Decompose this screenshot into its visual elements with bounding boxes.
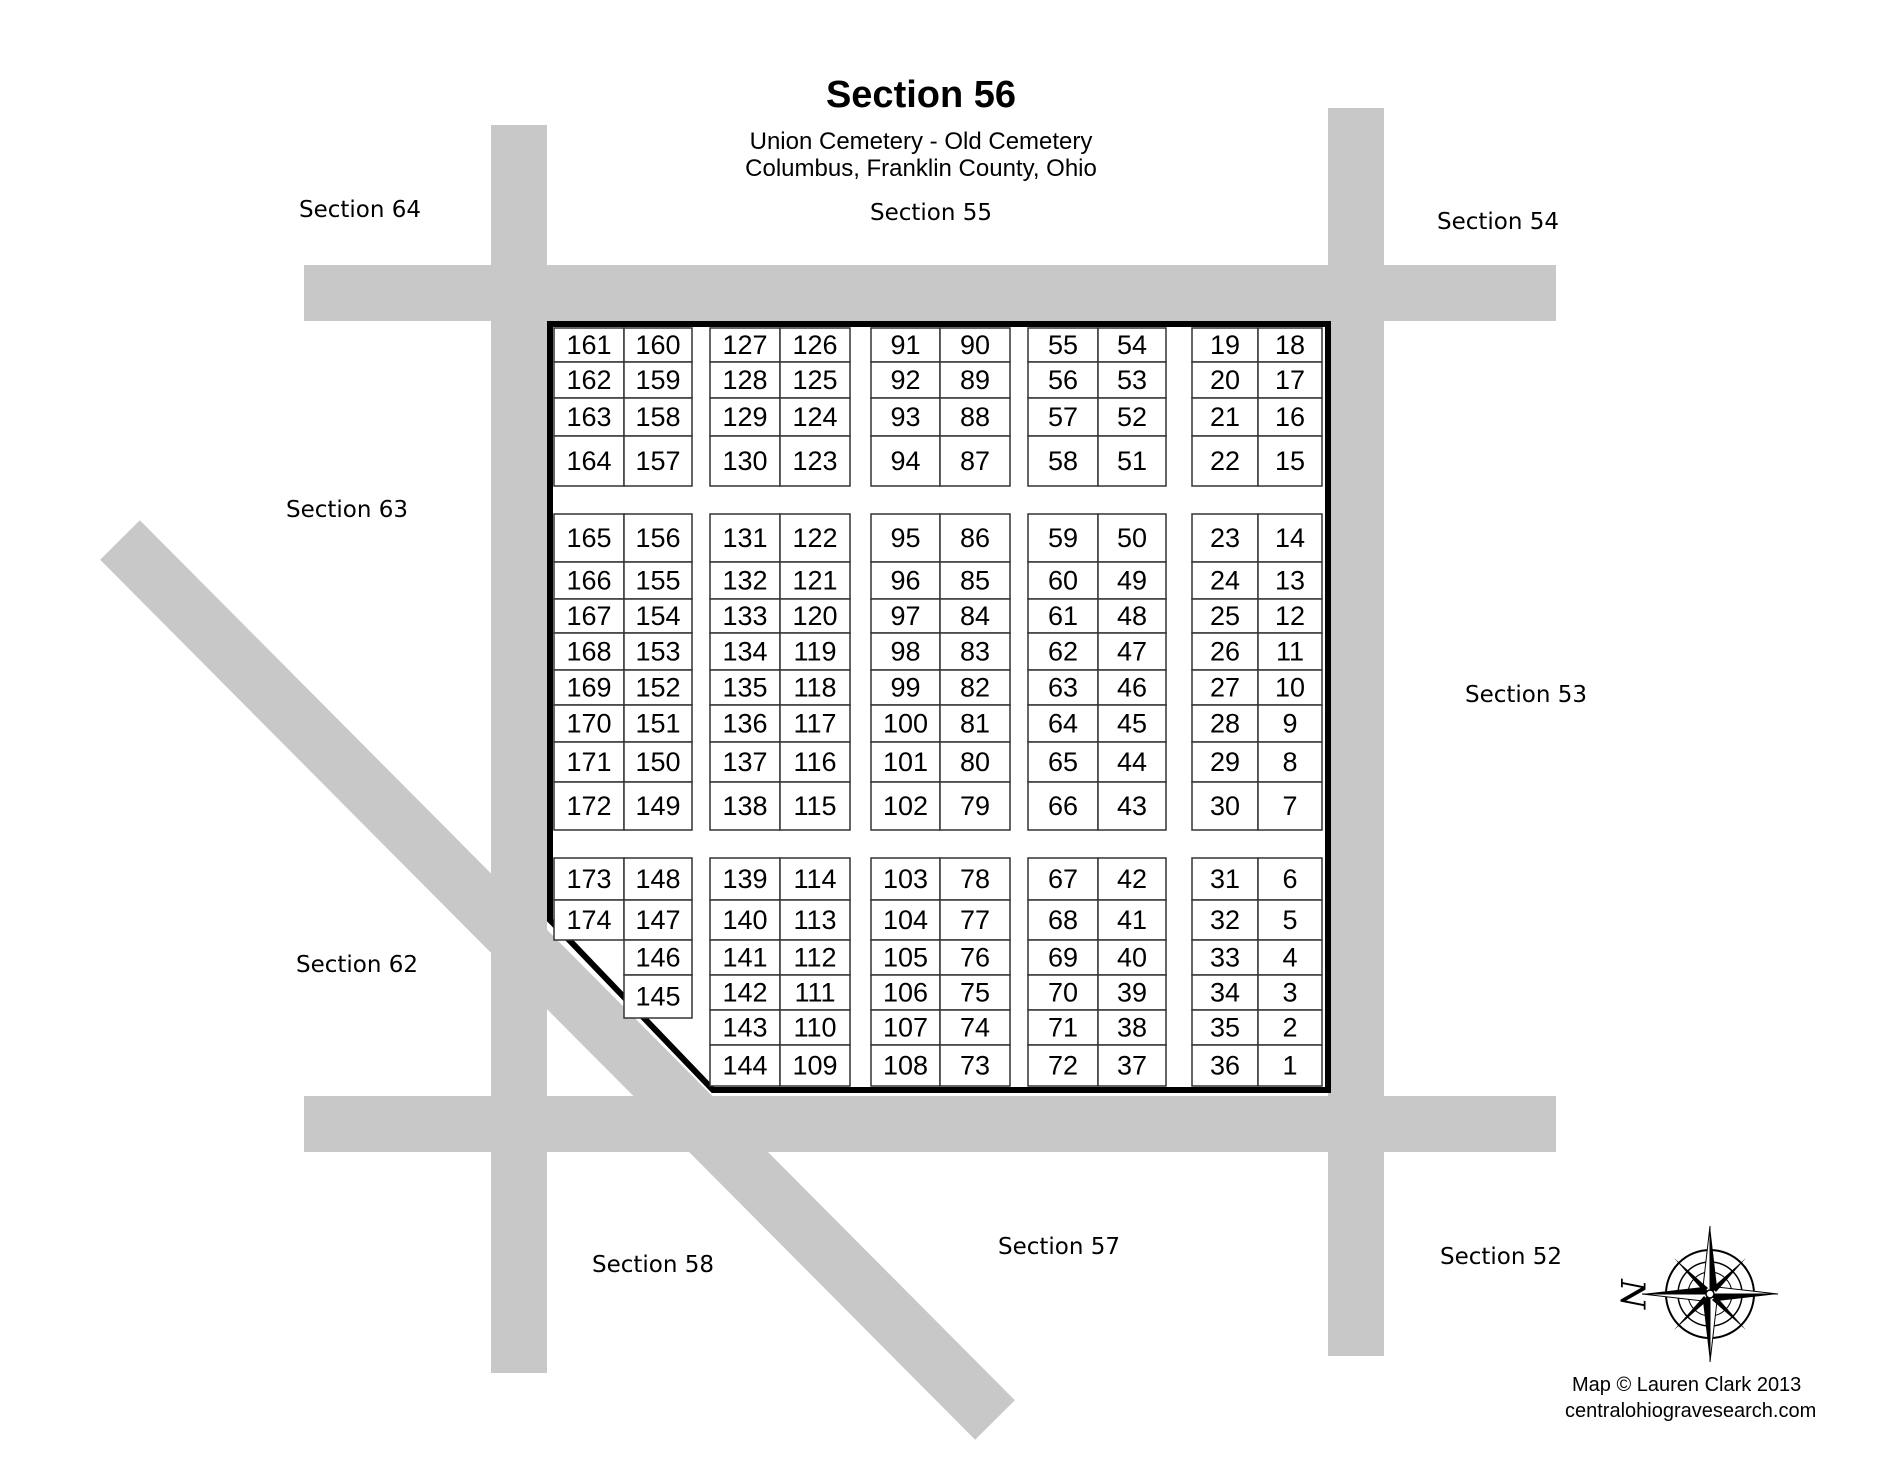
lot-number-173: 173 [566, 864, 612, 895]
lot-number-67: 67 [1047, 864, 1079, 895]
lot-number-69: 69 [1047, 942, 1079, 973]
label-section-54: Section 54 [1437, 209, 1560, 235]
label-section-63: Section 63 [286, 497, 409, 523]
label-section-53: Section 53 [1465, 682, 1588, 708]
lot-number-125: 125 [792, 365, 838, 396]
lot-number-65: 65 [1047, 747, 1079, 778]
lot-number-122: 122 [792, 523, 838, 554]
lot-number-112: 112 [793, 942, 837, 973]
lot-number-61: 61 [1047, 601, 1079, 632]
lot-number-91: 91 [890, 330, 921, 361]
lot-number-84: 84 [959, 601, 991, 632]
lot-number-44: 44 [1116, 747, 1148, 778]
lot-number-149: 149 [635, 791, 681, 822]
lot-number-124: 124 [792, 402, 838, 433]
lot-number-62: 62 [1047, 636, 1079, 667]
lot-number-118: 118 [793, 672, 837, 703]
lot-number-113: 113 [793, 905, 837, 936]
lot-number-110: 110 [793, 1012, 837, 1043]
lot-number-145: 145 [635, 981, 681, 1012]
lot-number-76: 76 [959, 942, 991, 973]
lot-number-18: 18 [1274, 330, 1306, 361]
lot-number-131: 131 [722, 523, 768, 554]
lot-number-141: 141 [722, 942, 768, 973]
lot-number-41: 41 [1116, 905, 1148, 936]
lot-number-137: 137 [722, 747, 768, 778]
label-section-55: Section 55 [870, 200, 993, 226]
lot-number-126: 126 [792, 330, 838, 361]
lot-number-151: 151 [635, 708, 681, 739]
label-section-64: Section 64 [299, 197, 422, 223]
lot-number-17: 17 [1274, 365, 1306, 396]
lot-number-94: 94 [890, 446, 921, 477]
lot-number-6: 6 [1282, 864, 1298, 895]
lot-number-83: 83 [959, 636, 991, 667]
lot-number-25: 25 [1209, 601, 1241, 632]
lot-number-162: 162 [566, 365, 612, 396]
lot-number-29: 29 [1209, 747, 1241, 778]
lot-number-86: 86 [959, 523, 991, 554]
lot-number-14: 14 [1274, 523, 1306, 554]
lot-number-174: 174 [566, 905, 612, 936]
lot-number-88: 88 [959, 402, 991, 433]
lot-number-4: 4 [1282, 942, 1298, 973]
lot-number-58: 58 [1047, 446, 1079, 477]
lot-number-34: 34 [1209, 977, 1241, 1008]
lot-number-47: 47 [1116, 636, 1148, 667]
lot-number-22: 22 [1209, 446, 1241, 477]
lot-number-82: 82 [959, 672, 991, 703]
lot-number-105: 105 [882, 942, 929, 973]
lot-number-136: 136 [722, 708, 768, 739]
lot-number-128: 128 [722, 365, 768, 396]
lot-number-90: 90 [959, 330, 991, 361]
lot-number-27: 27 [1209, 672, 1241, 703]
compass-north-letter: N [1612, 1279, 1652, 1309]
lot-grid [554, 328, 1322, 1086]
lot-number-154: 154 [635, 601, 681, 632]
lot-number-8: 8 [1282, 747, 1298, 778]
lot-number-16: 16 [1274, 402, 1306, 433]
lot-number-28: 28 [1209, 708, 1241, 739]
lot-number-134: 134 [722, 636, 768, 667]
lot-number-35: 35 [1209, 1012, 1241, 1043]
lot-number-165: 165 [566, 523, 612, 554]
lot-number-163: 163 [566, 402, 612, 433]
lot-number-157: 157 [635, 446, 681, 477]
lot-number-129: 129 [722, 402, 768, 433]
lot-number-37: 37 [1116, 1050, 1148, 1081]
lot-number-73: 73 [959, 1050, 991, 1081]
lot-number-7: 7 [1282, 791, 1298, 822]
lot-number-123: 123 [792, 446, 838, 477]
lot-number-146: 146 [635, 942, 681, 973]
lot-number-36: 36 [1209, 1050, 1241, 1081]
lot-number-119: 119 [793, 636, 837, 667]
lot-number-32: 32 [1209, 905, 1241, 936]
lot-number-98: 98 [890, 636, 921, 667]
lot-number-96: 96 [890, 565, 921, 596]
lot-number-54: 54 [1116, 330, 1148, 361]
lot-number-19: 19 [1209, 330, 1241, 361]
lot-number-168: 168 [566, 636, 612, 667]
lot-number-2: 2 [1282, 1012, 1298, 1043]
subtitle-location: Columbus, Franklin County, Ohio [745, 155, 1097, 182]
lot-number-120: 120 [792, 601, 838, 632]
label-section-58: Section 58 [592, 1252, 715, 1278]
subtitle-cemetery: Union Cemetery - Old Cemetery [749, 128, 1093, 155]
lot-number-24: 24 [1209, 565, 1241, 596]
lot-number-150: 150 [635, 747, 681, 778]
lot-number-161: 161 [566, 330, 612, 361]
lot-number-89: 89 [959, 365, 991, 396]
label-section-57: Section 57 [998, 1234, 1121, 1260]
lot-number-68: 68 [1047, 905, 1079, 936]
lot-number-66: 66 [1047, 791, 1079, 822]
lot-number-92: 92 [890, 365, 921, 396]
lot-number-80: 80 [959, 747, 991, 778]
lot-number-171: 171 [566, 747, 612, 778]
lot-number-143: 143 [722, 1012, 768, 1043]
lot-number-33: 33 [1209, 942, 1241, 973]
lot-number-100: 100 [882, 708, 929, 739]
compass-rose-icon [1642, 1226, 1778, 1362]
lot-number-26: 26 [1209, 636, 1241, 667]
lot-number-79: 79 [959, 791, 991, 822]
lot-number-75: 75 [959, 977, 991, 1008]
lot-number-53: 53 [1116, 365, 1148, 396]
lot-number-103: 103 [882, 864, 929, 895]
lot-number-106: 106 [882, 977, 929, 1008]
lot-number-111: 111 [794, 977, 836, 1008]
lot-number-56: 56 [1047, 365, 1079, 396]
lot-number-12: 12 [1274, 601, 1306, 632]
lot-number-133: 133 [722, 601, 768, 632]
lot-number-156: 156 [635, 523, 681, 554]
lot-number-23: 23 [1209, 523, 1241, 554]
lot-number-11: 11 [1275, 636, 1305, 667]
lot-number-155: 155 [635, 565, 681, 596]
lot-number-152: 152 [635, 672, 681, 703]
lot-number-144: 144 [722, 1050, 768, 1081]
lot-number-43: 43 [1116, 791, 1148, 822]
lot-number-114: 114 [793, 864, 837, 895]
lot-number-64: 64 [1047, 708, 1079, 739]
lot-number-20: 20 [1209, 365, 1241, 396]
lot-number-172: 172 [566, 791, 612, 822]
page-title: Section 56 [825, 74, 1017, 116]
lot-number-140: 140 [722, 905, 768, 936]
lot-number-166: 166 [566, 565, 612, 596]
lot-number-93: 93 [890, 402, 921, 433]
lot-number-116: 116 [793, 747, 837, 778]
lot-number-40: 40 [1116, 942, 1148, 973]
lot-number-5: 5 [1282, 905, 1298, 936]
lot-number-167: 167 [566, 601, 612, 632]
lot-number-21: 21 [1209, 402, 1241, 433]
lot-number-3: 3 [1282, 977, 1298, 1008]
road-horizontal-north [304, 265, 1556, 321]
lot-number-70: 70 [1047, 977, 1079, 1008]
lot-number-117: 117 [793, 708, 837, 739]
credit-website: centralohiogravesearch.com [1565, 1400, 1817, 1422]
lot-number-170: 170 [566, 708, 612, 739]
lot-number-139: 139 [722, 864, 768, 895]
lot-number-60: 60 [1047, 565, 1079, 596]
lot-number-101: 101 [882, 747, 929, 778]
lot-number-38: 38 [1116, 1012, 1148, 1043]
lot-number-39: 39 [1116, 977, 1148, 1008]
road-horizontal-south [304, 1096, 1556, 1152]
lot-number-30: 30 [1209, 791, 1241, 822]
lot-number-50: 50 [1116, 523, 1148, 554]
lot-number-127: 127 [722, 330, 768, 361]
lot-number-45: 45 [1116, 708, 1148, 739]
lot-number-74: 74 [959, 1012, 991, 1043]
lot-number-9: 9 [1282, 708, 1298, 739]
lot-number-1: 1 [1282, 1050, 1298, 1081]
lot-number-63: 63 [1047, 672, 1079, 703]
lot-number-158: 158 [635, 402, 681, 433]
lot-number-52: 52 [1116, 402, 1148, 433]
lot-number-59: 59 [1047, 523, 1079, 554]
lot-number-138: 138 [722, 791, 768, 822]
label-section-52: Section 52 [1440, 1244, 1563, 1270]
lot-number-142: 142 [722, 977, 768, 1008]
lot-number-97: 97 [890, 601, 921, 632]
lot-number-109: 109 [792, 1050, 838, 1081]
lot-number-153: 153 [635, 636, 681, 667]
lot-number-108: 108 [882, 1050, 929, 1081]
lot-number-10: 10 [1274, 672, 1306, 703]
lot-number-164: 164 [566, 446, 612, 477]
lot-number-115: 115 [793, 791, 837, 822]
lot-number-159: 159 [635, 365, 681, 396]
lot-number-121: 121 [792, 565, 838, 596]
lot-number-81: 81 [959, 708, 991, 739]
lot-number-78: 78 [959, 864, 991, 895]
lot-number-169: 169 [566, 672, 612, 703]
lot-number-85: 85 [959, 565, 991, 596]
lot-number-55: 55 [1047, 330, 1079, 361]
lot-number-72: 72 [1047, 1050, 1079, 1081]
lot-number-57: 57 [1047, 402, 1079, 433]
lot-number-160: 160 [635, 330, 681, 361]
credit-copyright: Map © Lauren Clark 2013 [1572, 1374, 1802, 1396]
lot-number-31: 31 [1209, 864, 1241, 895]
lot-number-132: 132 [722, 565, 768, 596]
label-section-62: Section 62 [296, 952, 419, 978]
lot-number-130: 130 [722, 446, 768, 477]
lot-number-148: 148 [635, 864, 681, 895]
lot-number-13: 13 [1274, 565, 1306, 596]
lot-number-147: 147 [635, 905, 681, 936]
lot-number-15: 15 [1274, 446, 1306, 477]
lot-number-51: 51 [1116, 446, 1148, 477]
lot-number-42: 42 [1116, 864, 1148, 895]
lot-number-87: 87 [959, 446, 991, 477]
lot-number-71: 71 [1047, 1012, 1079, 1043]
lot-number-49: 49 [1116, 565, 1148, 596]
lot-number-99: 99 [890, 672, 921, 703]
lot-number-107: 107 [882, 1012, 929, 1043]
lot-number-102: 102 [882, 791, 929, 822]
lot-number-104: 104 [882, 905, 929, 936]
lot-number-135: 135 [722, 672, 768, 703]
lot-number-48: 48 [1116, 601, 1148, 632]
lot-number-77: 77 [959, 905, 991, 936]
lot-number-95: 95 [890, 523, 921, 554]
lot-number-46: 46 [1116, 672, 1148, 703]
